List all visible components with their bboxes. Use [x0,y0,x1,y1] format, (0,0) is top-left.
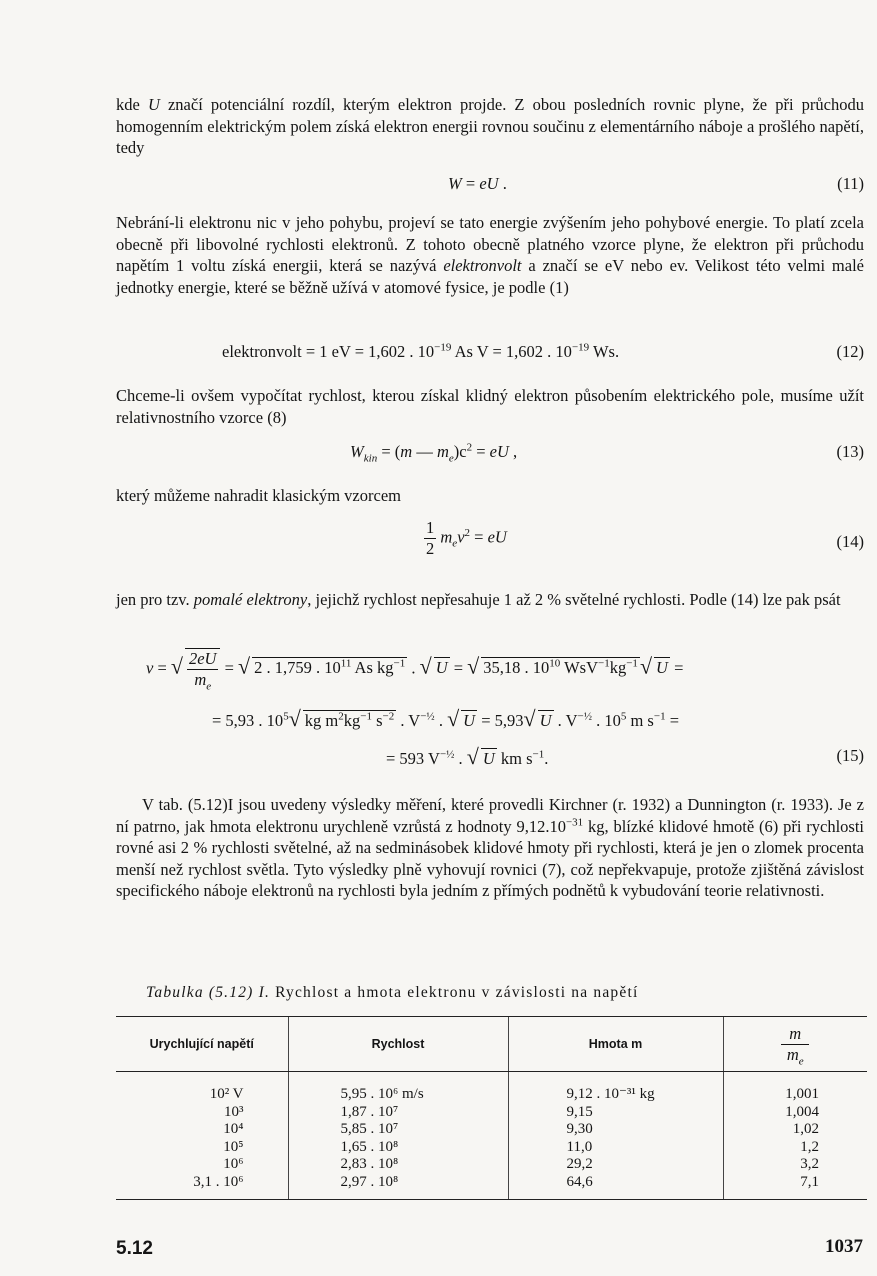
ratio-denominator [781,1045,809,1065]
symbol-eU: eU [489,442,509,461]
term-pomale-elektrony: pomalé elektrony [193,590,308,609]
equation-body [222,342,619,362]
dot: . [407,658,420,678]
exponent: −½ [420,710,435,723]
symbol-eU: eU [479,174,499,193]
text: = 5,93 . 10 [212,711,284,730]
dot: . [434,711,448,730]
comma: , [508,442,518,461]
symbol-W: W [350,442,364,461]
text: . V [396,711,421,730]
cell-speed: 2,97 . 10⁸ [288,1174,508,1192]
cell-voltage: 10⁴ [223,1121,244,1137]
sqrt-content [461,710,477,731]
text: 35,18 . 10 [483,658,550,678]
sqrt-content [481,657,640,678]
symbol-m: m [440,527,453,547]
text: kg [609,658,627,678]
subscript-e: e [206,680,212,693]
cell-voltage: 10² V [209,1086,244,1102]
table-row [116,1156,867,1174]
cell-ratio: 1,2 [723,1139,867,1157]
sqrt-content [303,710,396,731]
text: m s [626,711,654,730]
section-number: 5.12 [116,1238,153,1259]
ratio-den-sub: e [798,1054,804,1067]
symbol-W: W [448,174,462,193]
text: s [371,711,383,730]
sqrt-content [434,657,450,678]
exponent: 5 [283,710,289,723]
header-mass-label: Hmota m [588,1037,643,1051]
cell-voltage: 10⁵ [223,1138,244,1155]
text: As kg [351,658,394,678]
text: kg [343,711,361,730]
subscript-e: e [448,452,454,465]
denominator: 2 [426,539,435,558]
text: WsV [560,658,598,678]
radical-sign: √ [288,706,301,731]
exponent: 10 [549,657,561,670]
subscript-e: e [452,537,458,550]
symbol-U: U [463,711,476,730]
ratio-den-m: m [786,1044,799,1064]
cell-ratio: 1,004 [723,1104,867,1122]
text: km s [496,749,533,768]
table-header-row [116,1017,867,1072]
fraction [187,649,219,693]
term-elektronvolt: elektronvolt [443,256,522,275]
symbol-eU: eU [487,527,507,547]
equation-body [212,708,679,731]
cell-voltage: 3,1 . 10⁶ [193,1173,244,1190]
symbol-U: U [539,711,552,730]
text: . V [553,711,578,730]
header-speed: Rychlost [288,1017,508,1072]
subscript-kin: kin [363,452,378,465]
equals: = [669,658,684,678]
cell-ratio: 3,2 [723,1156,867,1174]
sqrt-content [481,748,497,769]
header-ratio [723,1017,867,1072]
paragraph-2 [116,212,864,298]
text: a značí se eV nebo ev. Velikost této velmi malé jednotky energie, které se běžně užívá v atomové fysice, je podle (1) [116,256,864,297]
radical-sign: √ [419,653,432,679]
table-row [116,1104,867,1122]
cell-mass: 11,0 [508,1139,723,1157]
exponent: −1 [626,657,638,670]
equation-number: (11) [837,174,864,193]
header-mass [508,1017,723,1072]
text: kg m [304,711,339,730]
exponent: −1 [360,710,372,723]
equation-body [448,174,507,194]
cell-mass: 9,12 . 10⁻³¹ kg [508,1086,723,1104]
text: kde [116,95,148,114]
symbol-U: U [482,749,495,768]
exponent: 11 [340,657,352,670]
radical-sign: √ [639,653,653,679]
cell-mass: 9,15 [508,1104,723,1122]
equation-number: (13) [836,442,864,461]
cell-mass: 29,2 [508,1156,723,1174]
text: , jejichž rychlost nepřesahuje 1 až 2 % světelné rychlosti. Podle (14) lze pak psát [307,590,841,609]
cell-speed: 1,87 . 10⁷ [288,1104,508,1122]
symbol-m: m [436,442,449,461]
radical-sign: √ [467,653,480,679]
equation-15-line-3 [116,746,864,776]
page-number: 1037 [825,1236,863,1257]
ratio-fraction [781,1024,809,1065]
text: V tab. (5.12)I jsou uvedeny výsledky měření, které provedli Kirchner (r. 1932) a Dunnington (r. 1933). Je z ní patrno, jak hmota elektronu urychleně vzrůstá z hodnoty 9,12.10 [116,795,864,836]
cell-voltage: 10³ [224,1103,244,1120]
data-table [116,1016,867,1200]
cell-speed: 5,85 . 10⁷ [288,1121,508,1139]
sqrt-content [538,710,554,731]
exponent: −1 [598,657,610,670]
symbol-U: U [147,95,160,114]
equation-body [146,648,684,693]
equation-body [386,746,548,769]
equation-body [424,518,507,559]
equals: = [449,658,468,678]
exponent: −19 [434,341,452,354]
symbol-m: m [400,442,413,461]
text: elektronvolt = 1 eV = 1,602 . 10 [222,342,435,361]
symbol-U: U [656,658,668,678]
text: značí potenciální rozdíl, kterým elektron projde. Z obou posledních rovnic plyne, že při průchodu homogenním elektrickým polem získá elektron energii rovnou součinu z elementárního náboje a prošlého napětí, tedy [116,95,864,157]
cell-speed: 1,65 . 10⁸ [288,1139,508,1157]
cell-mass: 9,30 [508,1121,723,1139]
exponent: −2 [382,710,395,723]
sqrt-content [185,648,221,693]
table-title: Rychlost a hmota elektronu v závislosti na napětí [270,984,639,1001]
sqrt-content [654,657,670,678]
exponent: −½ [439,748,455,761]
header-voltage: Urychlující napětí [116,1017,288,1072]
paragraph-5 [116,589,864,611]
cell-mass: 64,6 [508,1174,723,1192]
text: = 593 V [386,749,440,768]
exponent: −31 [565,816,584,828]
exponent: −1 [393,657,406,670]
table-body [116,1072,867,1200]
equals: = [461,174,480,193]
numerator [187,649,219,670]
equation-15-line-2 [116,708,864,738]
exponent: 5 [620,710,627,723]
fraction-half [424,518,436,559]
paragraph-6 [116,794,864,902]
table-row [116,1086,867,1104]
equation-12 [116,342,864,372]
text: = ( [377,442,401,461]
symbol-v: v [146,658,154,678]
equals: = [153,658,171,678]
table-caption [146,984,638,1002]
equation-number: (14) [836,532,864,551]
denominator [187,670,219,693]
radical-sign: √ [238,653,251,679]
radical-sign: √ [466,744,479,769]
radical-sign: √ [447,706,460,731]
symbol-v: v [457,527,465,547]
equation-15-line-1 [116,648,864,700]
equation-number: (12) [836,342,864,361]
paragraph-4: který můžeme nahradit klasickým vzorcem [116,486,401,505]
cell-speed: 2,83 . 10⁸ [288,1156,508,1174]
text-2eU: 2eU [188,649,217,668]
equation-13 [116,442,864,472]
table-bottom [116,1191,867,1200]
table-row [116,1139,867,1157]
exponent: −½ [577,710,592,723]
equation-11 [116,174,864,204]
paragraph-3: Chceme-li ovšem vypočítat rychlost, kterou získal klidný elektron působením elektrického pole, musíme užít relativnostního vzorce (8) [116,386,864,427]
exponent: −1 [532,748,545,761]
text: kg, blízké klidové hmotě (6) při rychlosti rovné asi 2 % rychlosti světelné, až na sedminásobek klidové hmoty při rychlosti, která je jen o zlomek procenta menší než rychlost světla. Tyto výsledky plně vyhovují rovnici (7), což nepřekvapuje, protože zjištěná závislost specifického náboje elektronů na rychlosti byla jedním z přímých podnětů k vybudování teorie relativnosti. [116,816,865,900]
numerator: 1 [426,518,435,537]
cell-ratio: 1,001 [723,1086,867,1104]
text: As V = 1,602 . 10 [451,342,572,361]
text: . 10 [591,711,621,730]
ratio-numerator: m [781,1024,809,1045]
equals: = [472,442,490,461]
cell-ratio: 1,02 [723,1121,867,1139]
text: Nebrání-li elektronu nic v jeho pohybu, projeví se tato energie zvýšením jeho pohybové energie. To platí zcela obecně při libovolné rychlosti elektronů. Z tohoto obecně platného vzorce plyne, že elektron při průchodu napětím 1 voltu získá energii, která se nazývá [116,213,864,275]
minus: — [412,442,437,461]
cell-ratio: 7,1 [723,1174,867,1192]
dot: . [454,749,467,768]
period: . [498,174,507,193]
text: )c [453,442,467,461]
exponent: −1 [653,710,666,723]
radical-sign: √ [170,653,183,679]
equation-number: (15) [836,746,864,765]
text: 2 . 1,759 . 10 [254,658,341,678]
exponent: −19 [571,341,590,354]
cell-speed: 5,95 . 10⁶ m/s [288,1086,508,1104]
equals: = [470,527,488,547]
table-label: Tabulka (5.12) I. [146,984,271,1001]
exponent: 2 [464,526,471,539]
equation-14 [116,518,864,566]
exponent: 2 [466,441,473,454]
exponent: 2 [338,710,344,723]
text: jen pro tzv. [116,590,194,609]
paragraph-1 [116,94,864,159]
radical-sign: √ [523,706,536,731]
period: . [544,749,549,768]
text: = 5,93 [477,711,524,730]
table-row [116,1174,867,1192]
symbol-m: m [194,670,207,689]
equation-body [350,441,518,465]
text: Ws. [589,342,620,361]
cell-voltage: 10⁶ [223,1156,244,1172]
symbol-U: U [435,658,448,678]
equals: = [665,711,680,730]
table-row [116,1121,867,1139]
table-spacer [116,1072,867,1087]
sqrt-content [252,657,407,678]
equals: = [220,658,239,678]
